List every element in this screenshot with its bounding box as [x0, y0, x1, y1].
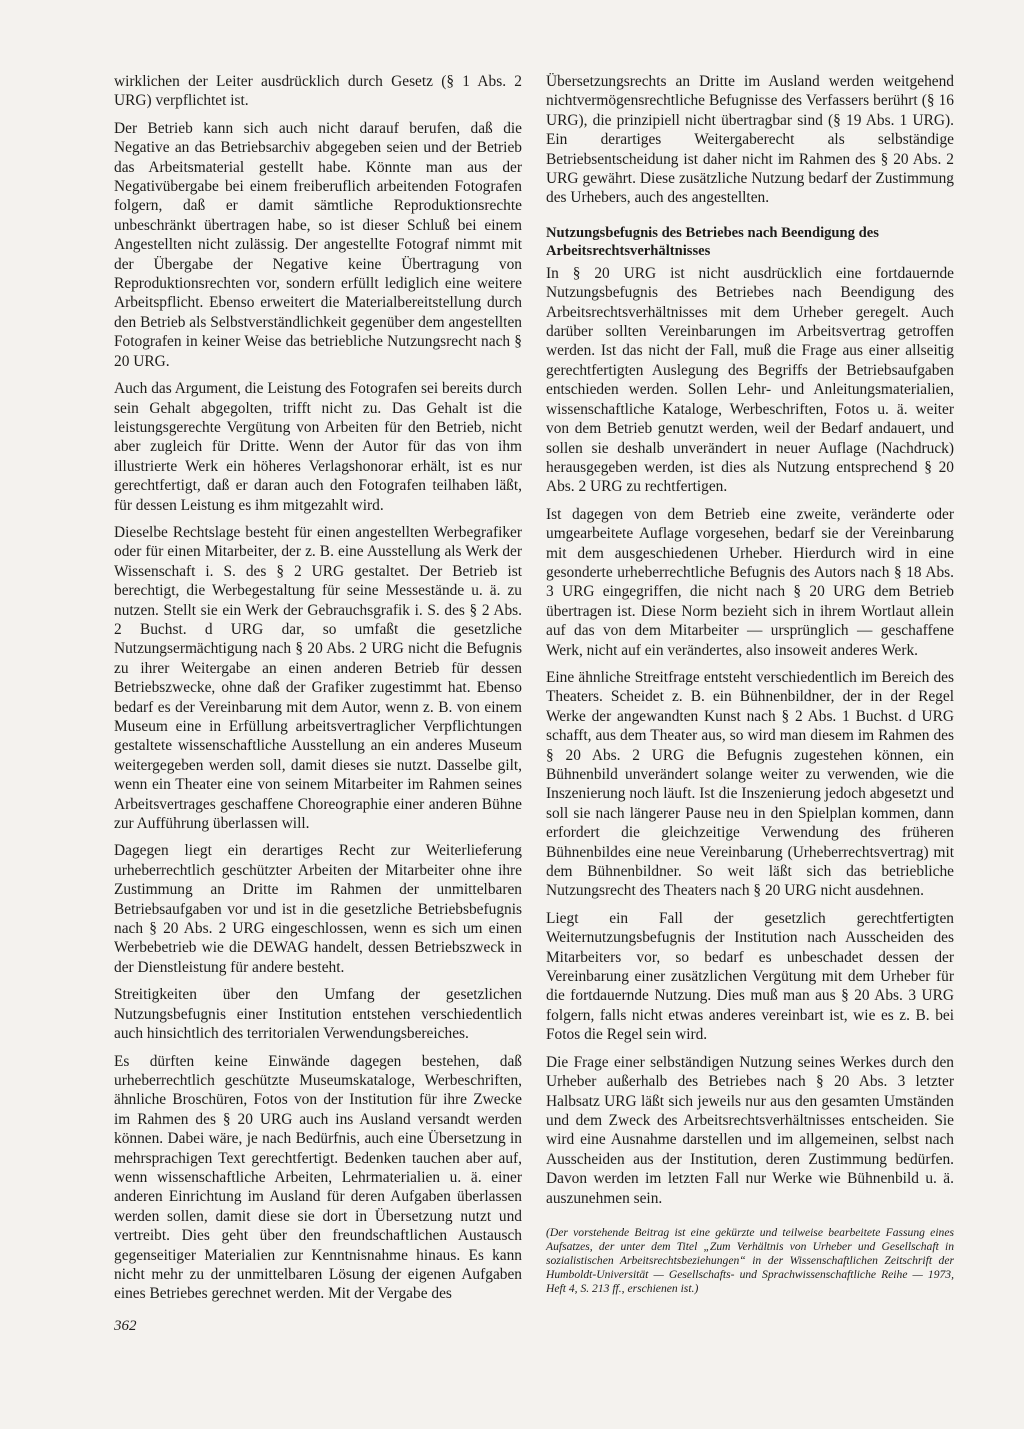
paragraph: Dagegen liegt ein derartiges Recht zur Weiterlieferung urheberrechtlich geschützter Arbeiten der Mitarbeiter ohne ihre Zustimmung an Dritte im Rahmen der unmittelbaren Betriebsaufgaben vor und ist in die gesetzliche Betriebsbefugnis nach § 20 Abs. 2 URG eingeschlossen, wenn es sich um einen Werbebetrieb wie die DEWAG handelt, dessen Betriebszweck in der Dienstleistung für andere besteht.	[114, 842, 522, 976]
paragraph: Eine ähnliche Streitfrage entsteht verschiedentlich im Bereich des Theaters. Scheidet z. B. ein Bühnenbildner, der in der Regel Werke der angewandten Kunst nach § 2 Abs. 1 Buchst. d URG schafft, aus dem Theater aus, so wird man diesem im Rahmen des § 20 Abs. 2 URG die Befugnis zugestehen können, ein Bühnenbild unverändert solange weiter zu verwenden, wie die Inszenierung noch läuft. Ist die Inszenierung jedoch abgesetzt und soll sie nach längerer Pause neu in den Spielplan kommen, dann erfordert die gleichzeitige Verwendung des früheren Bühnenbildes eine neue Vereinbarung (Urheberrechtsvertrag) mit dem Bühnenbildner. So weit läßt sich das betriebliche Nutzungsrecht des Theaters nach § 20 URG nicht ausdehnen.	[546, 668, 954, 900]
source-footnote: (Der vorstehende Beitrag ist eine gekürzte und teilweise bearbeitete Fassung eines Aufsatzes, der unter dem Titel „Zum Verhältnis von Urheber und Gesellschaft in sozialistischen Arbeitsrechtsbeziehungen“ in der Wissenschaftlichen Zeitschrift der Humboldt-Universität — Gesellschafts- und Sprachwissenschaftliche Reihe — 1973, Heft 4, S. 213 ff., erschienen ist.)	[546, 1225, 954, 1295]
page-number: 362	[114, 1318, 137, 1334]
paragraph: Die Frage einer selbständigen Nutzung seines Werkes durch den Urheber außerhalb des Betriebes nach § 20 Abs. 3 letzter Halbsatz URG läßt sich jeweils nur aus den gesamten Umständen und dem Zweck des Arbeitsrechtsverhältnisses entscheiden. Sie wird eine Ausnahme darstellen und im allgemeinen, selbst nach Ausscheiden aus der Institution, deren Zustimmung bedürfen. Davon werden im letzten Fall nur Werke wie Bühnenbild u. ä. auszunehmen sein.	[546, 1053, 954, 1207]
paragraph: In § 20 URG ist nicht ausdrücklich eine fortdauernde Nutzungsbefugnis des Betriebes nach Beendigung des Arbeitsrechtsverhältnisses mit dem Urheber geregelt. Auch darüber sollten Vereinbarungen im Arbeitsvertrag getroffen werden. Ist das nicht der Fall, muß die Frage aus einer allseitig gerechtfertigten Auslegung des Begriffs der Betriebsaufgaben entschieden werden. Sollen Lehr- und Anleitungsmaterialien, wissenschaftliche Kataloge, Werbeschriften, Fotos u. ä. weiter von dem Betrieb genutzt werden, weil der Bedarf andauert, und sollen sie deshalb unverändert in neuer Auflage (Nachdruck) herausgegeben werden, ist dies als Nutzung entsprechend § 20 Abs. 2 URG zu rechtfertigen.	[546, 264, 954, 496]
paragraph: wirklichen der Leiter ausdrücklich durch Gesetz (§ 1 Abs. 2 URG) verpflichtet ist.	[114, 73, 522, 110]
left-column	[114, 72, 522, 1312]
paragraph: Streitigkeiten über den Umfang der gesetzlichen Nutzungsbefugnis einer Institution entstehen verschiedentlich auch hinsichtlich des territorialen Verwendungsbereiches.	[114, 986, 522, 1043]
paragraph: Dieselbe Rechtslage besteht für einen angestellten Werbegrafiker oder für einen Mitarbeiter, der z. B. eine Ausstellung als Werk der Wissenschaft i. S. des § 2 URG gestaltet. Der Betrieb ist berechtigt, die Werbegestaltung für seine Messestände u. ä. zu nutzen. Stellt sie ein Werk der Gebrauchsgrafik i. S. des § 2 Abs. 2 Buchst. d URG dar, so umfaßt die gesetzliche Nutzungsermächtigung nach § 20 Abs. 2 URG nicht die Befugnis zu ihrer Weitergabe an einen anderen Betrieb für dessen Betriebszwecke, ohne daß der Grafiker zugestimmt hat. Ebenso bedarf es der Vereinbarung mit dem Autor, wenn z. B. von einem Museum eine in Erfüllung arbeitsvertraglicher Verpflichtungen gestaltete wissenschaftliche Ausstellung an ein anderes Museum weitergegeben werden soll, damit dieses sie nutzt. Dasselbe gilt, wenn ein Theater eine von seinem Mitarbeiter im Rahmen seines Arbeitsvertrages geschaffene Choreographie einer anderen Bühne zur Aufführung überlassen will.	[114, 523, 522, 833]
section-heading: Nutzungsbefugnis des Betriebes nach Beendigung des Arbeitsrechtsverhältnisses	[546, 224, 879, 259]
paragraph: Übersetzungsrechts an Dritte im Ausland werden weitgehend nichtvermögensrechtliche Befugnisse des Verfassers berührt (§ 16 URG), die prinzipiell nicht übertragbar sind (§ 19 Abs. 1 URG). Ein derartiges Weitergaberecht als selbständige Betriebsentscheidung ist daher nicht im Rahmen des § 20 Abs. 2 URG gewährt. Diese zusätzliche Nutzung bedarf der Zustimmung des Urhebers, auch des angestellten.	[546, 73, 954, 207]
paragraph: Es dürften keine Einwände dagegen bestehen, daß urheberrechtlich geschützte Museumskataloge, Werbeschriften, ähnliche Broschüren, Fotos von der Institution für ihre Zwecke im Rahmen des § 20 URG auch ins Ausland versandt werden können. Dabei wäre, je nach Bedürfnis, auch eine Übersetzung in mehrsprachigen Text gerechtfertigt. Bedenken tauchen aber auf, wenn wissenschaftliche Arbeiten, Lehrmaterialien u. ä. einer anderen Einrichtung im Ausland für deren Aufgaben überlassen werden sollen, damit diese sie dort in Übersetzung nutzt und vertreibt. Dies geht über den freundschaftlichen Austausch gegenseitiger Materialien zur Kenntnisnahme hinaus. Es kann nicht mehr zu der unmittelbaren Lösung der eigenen Aufgaben eines Betriebes gerechnet werden. Mit der Vergabe des	[114, 1052, 522, 1303]
right-column	[546, 72, 954, 1296]
paragraph: Liegt ein Fall der gesetzlich gerechtfertigten Weiternutzungsbefugnis der Institution nach Ausscheiden des Mitarbeiters vor, so bedarf es unbeschadet dessen der Vereinbarung einer zusätzlichen Vergütung mit dem Urheber für die fortdauernde Nutzung. Dies muß man aus § 20 Abs. 3 URG folgern, falls nicht etwas anderes vereinbart ist, wie es z. B. bei Fotos die Regel sein wird.	[546, 909, 954, 1044]
paragraph: Ist dagegen von dem Betrieb eine zweite, veränderte oder umgearbeitete Auflage vorgesehen, bedarf sie der Vereinbarung mit dem ausgeschiedenen Urheber. Hierdurch wird in eine gesonderte urheberrechtliche Befugnis des Autors nach § 18 Abs. 3 URG eingegriffen, die nicht nach § 20 URG dem Betrieb übertragen ist. Diese Norm bezieht sich in ihrem Wortlaut allein auf das von dem Mitarbeiter — ursprünglich — geschaffene Werk, nicht auf ein verändertes, also insoweit anderes Werk.	[546, 505, 954, 659]
paragraph: Der Betrieb kann sich auch nicht darauf berufen, daß die Negative an das Betriebsarchiv abgegeben seien und der Betrieb das Arbeitsmaterial gestellt habe. Könnte man aus der Negativübergabe bei einem freiberuflich arbeitenden Fotografen folgern, daß er damit sämtliche Reproduktionsrechte unbeschränkt übertragen habe, so ist dieser Schluß bei einem Angestellten nicht zulässig. Der angestellte Fotograf nimmt mit der Übergabe der Negative keine Übertragung von Reproduktionsrechten vor, sondern erfüllt lediglich eine weitere Arbeitspflicht. Ebenso erweitert die Materialbereitstellung durch den Betrieb als Selbstverständlichkeit gegenüber dem angestellten Fotografen in keiner Weise das betriebliche Nutzungsrecht nach § 20 URG.	[114, 119, 522, 370]
paragraph: Auch das Argument, die Leistung des Fotografen sei bereits durch sein Gehalt abgegolten, trifft nicht zu. Das Gehalt ist die leistungsgerechte Vergütung von Arbeiten für den Betrieb, nicht aber zugleich für Dritte. Wenn der Autor für das von ihm illustrierte Werk ein höheres Verlagshonorar erhält, ist es nur gerechtfertigt, daß er daran auch den Fotografen teilhaben läßt, für dessen Leistung es ihm mitgezahlt wird.	[114, 380, 522, 514]
